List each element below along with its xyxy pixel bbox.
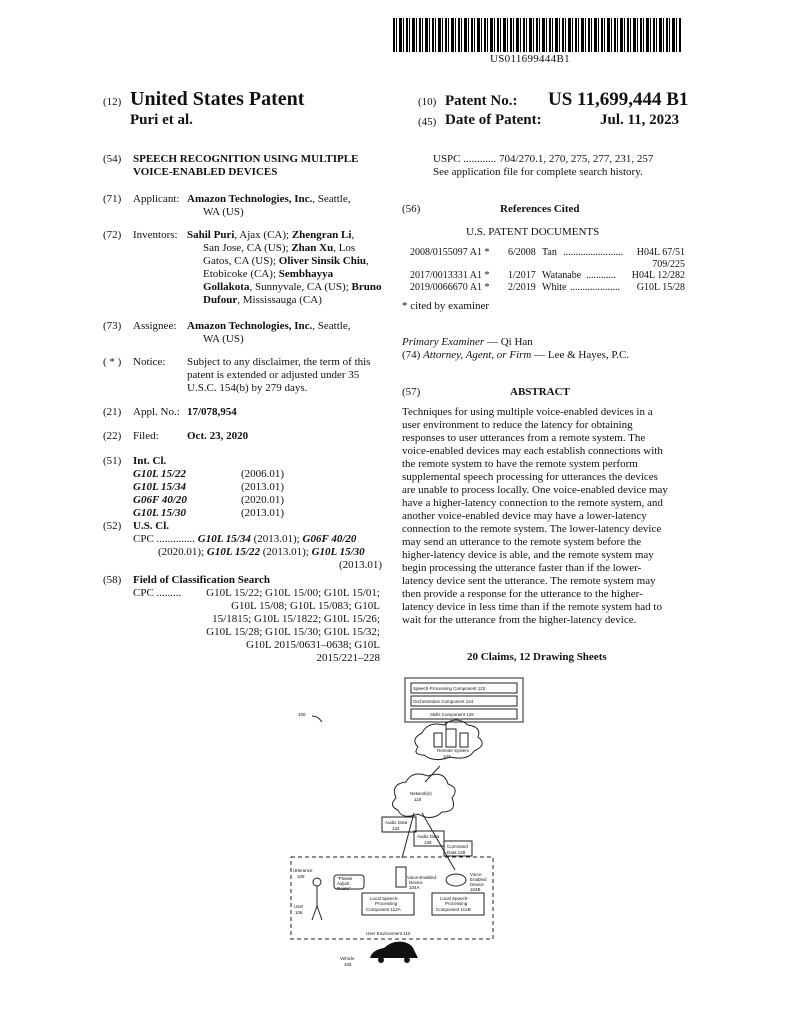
- foc-label: Field of Classification Search: [133, 574, 270, 586]
- inventors-line1: Sahil Puri, Ajax (CA); Zhengran Li,: [187, 229, 355, 241]
- fig-label: 104B: [470, 887, 481, 892]
- foc-cpc: CPC .........: [133, 587, 182, 599]
- server-icon: [460, 733, 468, 747]
- user-head-icon: [313, 878, 321, 886]
- fig-label: Local Speech-: [440, 896, 469, 901]
- fig-label: 108: [297, 874, 305, 879]
- appl-code: (21): [103, 406, 122, 418]
- notice-label: Notice:: [133, 356, 166, 368]
- refs-title: References Cited: [500, 203, 580, 215]
- ref-row: 2008/0155097 A1 * 6/2008 Tan ........................ H04L 67/51: [410, 247, 685, 258]
- patent-date: Jul. 11, 2023: [600, 112, 680, 128]
- fig-label: Component 112B: [436, 907, 471, 912]
- fig-label: 136: [424, 840, 432, 845]
- inventors-line3: Gatos, CA (US); Oliver Sinsik Chiu,: [203, 255, 369, 267]
- title-code: (54): [103, 153, 122, 165]
- inventors-line2: San Jose, CA (US); Zhan Xu, Los: [203, 242, 356, 254]
- fig-label: 118: [414, 797, 422, 802]
- cpc-line2: (2020.01); G10L 15/22 (2013.01); G10L 15/30: [158, 546, 365, 558]
- foc-code: (58): [103, 574, 122, 586]
- notice-line1: Subject to any disclaimer, the term of this: [187, 356, 371, 368]
- fig-label: Route": [337, 886, 351, 891]
- fig-label: Orchestration Component 124: [413, 699, 474, 704]
- patent-title-heading: United States Patent: [130, 88, 305, 110]
- filed-code: (22): [103, 430, 122, 442]
- appl-label: Appl. No.:: [133, 406, 180, 418]
- fig-label: 134: [392, 826, 400, 831]
- applicant-line1: Amazon Technologies, Inc., Seattle,: [187, 193, 351, 205]
- abstract-title: ABSTRACT: [510, 386, 570, 398]
- attorney: (74) Attorney, Agent, or Firm — Lee & Hayes, P.C.: [402, 349, 630, 361]
- applicant-line2: WA (US): [203, 206, 244, 218]
- fig-label: Vehicle: [340, 956, 355, 961]
- intcl-row: G10L 15/34 (2013.01): [133, 481, 285, 493]
- fig-label: Skills Component 126: [430, 712, 474, 717]
- applicant-code: (71): [103, 193, 122, 205]
- refs-code: (56): [402, 203, 421, 215]
- ref-arrow: [312, 716, 322, 722]
- fig-label: Network(s): [410, 791, 432, 796]
- intcl-row: G06F 40/20 (2020.01): [133, 494, 285, 506]
- cited-by-examiner: * cited by examiner: [402, 300, 490, 312]
- fig-label: 104A: [409, 885, 420, 890]
- inventors-line6: Dufour, Mississauga (CA): [203, 294, 322, 306]
- cpc-line3: (2013.01): [339, 559, 383, 571]
- fig-label: Audio Data: [385, 820, 408, 825]
- intcl-label: Int. Cl.: [133, 455, 167, 467]
- appl-number: 17/078,954: [187, 406, 237, 418]
- device-b-icon: [446, 874, 466, 886]
- fig-label: "Please: [337, 876, 353, 881]
- server-icon: [446, 729, 456, 747]
- fig-label: Data 128: [447, 850, 466, 855]
- see-application: See application file for complete search history.: [433, 166, 643, 178]
- inventors-line5: Gollakota, Sunnyvale, CA (US); Bruno: [203, 281, 382, 293]
- fig-label: Processing: [445, 901, 468, 906]
- fig-label: 100: [298, 712, 306, 717]
- patent-number: US 11,699,444 B1: [548, 89, 689, 110]
- assignee-label: Assignee:: [133, 320, 177, 332]
- patent-no-code: (10): [418, 96, 437, 108]
- fig-label: Processing: [375, 901, 398, 906]
- user-leg-icon: [317, 906, 322, 920]
- date-code: (45): [418, 116, 437, 128]
- notice-line3: U.S.C. 154(b) by 279 days.: [187, 382, 308, 394]
- inventors-code: (72): [103, 229, 122, 241]
- kind-code-12: (12): [103, 96, 122, 108]
- invention-title-1: SPEECH RECOGNITION USING MULTIPLE: [133, 153, 359, 165]
- wheel-icon: [404, 957, 410, 963]
- intcl-code: (51): [103, 455, 122, 467]
- fig-label: Adjust: [337, 881, 350, 886]
- uscl-code: (52): [103, 520, 122, 532]
- fig-label: Component 112A: [366, 907, 401, 912]
- fig-label: User: [294, 904, 304, 909]
- fig-label: Enabled: [470, 877, 487, 882]
- cpc-line1: CPC .............. G10L 15/34 (2013.01); G06F 40/20: [133, 533, 357, 545]
- fig-label: Voice-: [470, 872, 483, 877]
- vehicle-icon: [370, 942, 418, 958]
- assignee-code: (73): [103, 320, 122, 332]
- claims-count: 20 Claims, 12 Drawing Sheets: [467, 651, 607, 663]
- foc-lines: G10L 15/22; G10L 15/00; G10L 15/01; G10L 15/08; G10L 15/083; G10L 15/1815; G10L 15/1822; G10L 15/26; G10L 15/28; G10L 15/30; G10L 15/32; G10L 2015/0631–0638; G10L 2015/221–228: [206, 587, 380, 664]
- fig-label: Device: [470, 882, 484, 887]
- primary-examiner: Primary Examiner — Qi Han: [402, 336, 533, 348]
- fig-label: Local Speech-: [370, 896, 399, 901]
- uscl-label: U.S. Cl.: [133, 520, 170, 532]
- intcl-row: G10L 15/22 (2006.01): [133, 468, 285, 480]
- assignee-line1: Amazon Technologies, Inc., Seattle,: [187, 320, 351, 332]
- fig-label: Remote System: [437, 748, 470, 753]
- fig-label: User Environment 110: [366, 931, 411, 936]
- abstract-body: Techniques for using multiple voice-enabled devices in a user environment to reduce the latency for obtaining responses to user utterances from a remote system. The voice-enabled devices may each establish connections with the remote system to have the remote system perform supplemental speech processing for utterances the devices are unable to process locally. One voice-enabled device may have a higher-latency connection to the remote system, and another voice-enabled device may have a lower-latency connection to the remote system. The lower-latency device may send an utterance to the remote system before the higher-latency device is able, and the remote system may begin processing the utterance faster than if the lower- latency device sent the utterance. The remote system may then provide a response for the utterance to the higher- latency device in less time than if the remote system had to wait for the utterance from the higher-latency device.: [402, 406, 668, 626]
- fig-label: 105: [344, 962, 352, 967]
- notice-code: ( * ): [103, 356, 122, 368]
- abstract-code: (57): [402, 386, 421, 398]
- invention-title-2: VOICE-ENABLED DEVICES: [133, 166, 278, 178]
- inventor-short: Puri et al.: [130, 112, 193, 128]
- fig-label: Command: [447, 844, 468, 849]
- ref-row: 2019/0066670 A1 * 2/2019 White .................... G10L 15/28: [410, 282, 685, 293]
- date-label: Date of Patent:: [445, 112, 542, 128]
- barcode-number: US011699444B1: [490, 53, 570, 65]
- ref-row: 2017/0013331 A1 * 1/2017 Watanabe ............ H04L 12/282: [410, 270, 685, 281]
- patent-no-label: Patent No.:: [445, 93, 518, 109]
- fig-label: Voice-Enabled: [407, 875, 437, 880]
- intcl-row: G10L 15/30 (2013.01): [133, 507, 285, 519]
- filed-date: Oct. 23, 2020: [187, 430, 249, 442]
- fig-label: 102: [443, 754, 451, 759]
- user-leg-icon: [312, 906, 317, 920]
- fig-label: Speech-Processing Component 122: [413, 686, 486, 691]
- fig-label: Audio Data: [417, 834, 440, 839]
- inventors-line4: Etobicoke (CA); Sembhayya: [203, 268, 334, 280]
- ref-row-cont: 709/225: [652, 259, 685, 270]
- filed-label: Filed:: [133, 430, 159, 442]
- inventors-label: Inventors:: [133, 229, 178, 241]
- device-a-icon: [396, 867, 406, 887]
- applicant-label: Applicant:: [133, 193, 180, 205]
- server-icon: [434, 733, 442, 747]
- notice-line2: patent is extended or adjusted under 35: [187, 369, 360, 381]
- uspc-line: USPC ............ 704/270.1, 270, 275, 277, 231, 257: [433, 153, 654, 165]
- fig-label: Utterance: [293, 868, 313, 873]
- us-docs-heading: U.S. PATENT DOCUMENTS: [466, 226, 600, 238]
- wheel-icon: [378, 957, 384, 963]
- fig-label: Device: [409, 880, 423, 885]
- assignee-line2: WA (US): [203, 333, 244, 345]
- fig-label: 106: [295, 910, 303, 915]
